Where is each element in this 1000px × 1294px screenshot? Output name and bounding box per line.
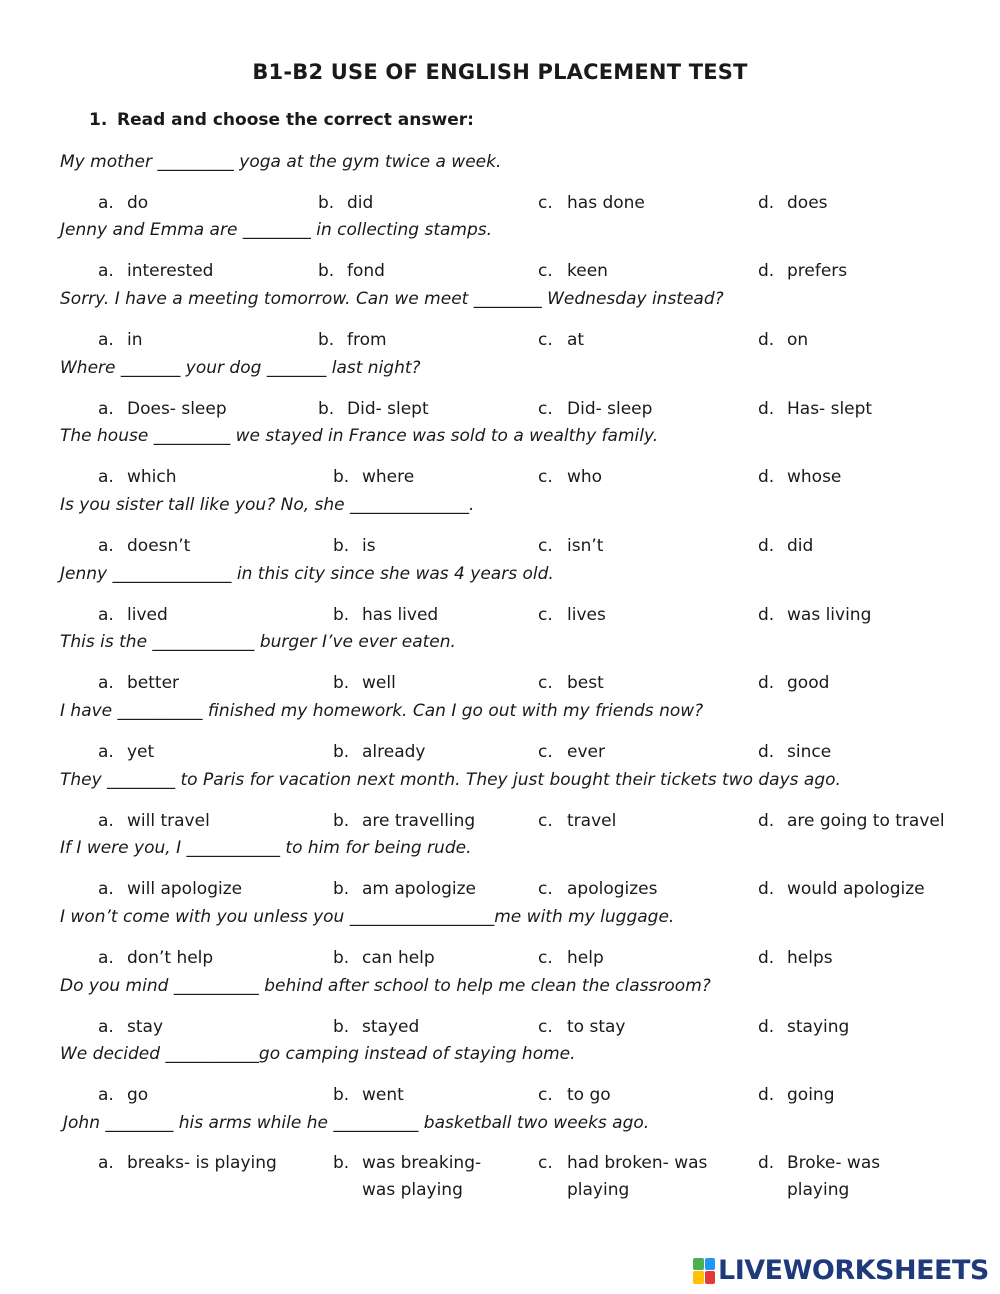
- option-letter: c.: [538, 879, 553, 899]
- option-letter: a.: [98, 879, 114, 899]
- option-letter: c.: [538, 193, 553, 213]
- option-letter: d.: [758, 1153, 775, 1173]
- option-letter: b.: [333, 742, 350, 762]
- option-text: was breaking- was playing: [362, 1153, 482, 1200]
- answer-option-c[interactable]: [538, 742, 605, 762]
- answer-option-a[interactable]: [98, 536, 190, 556]
- answer-option-a[interactable]: [98, 1017, 163, 1037]
- option-text: from: [347, 330, 387, 350]
- option-letter: d.: [758, 1085, 775, 1105]
- answer-option-b[interactable]: [318, 193, 373, 213]
- option-text: Does- sleep: [127, 399, 227, 419]
- answer-option-c[interactable]: [538, 261, 608, 281]
- logo-text: LIVEWORKSHEETS: [718, 1255, 989, 1286]
- page-title: B1-B2 USE OF ENGLISH PLACEMENT TEST: [252, 60, 748, 84]
- option-text: since: [787, 742, 832, 762]
- answer-option-a[interactable]: [98, 193, 148, 213]
- answer-option-d[interactable]: [758, 536, 813, 556]
- option-text: go: [127, 1085, 149, 1105]
- option-text: did: [347, 193, 374, 213]
- option-letter: b.: [333, 879, 350, 899]
- option-text: Did- sleep: [567, 399, 653, 419]
- option-letter: c.: [538, 673, 553, 693]
- option-letter: d.: [758, 330, 775, 350]
- answer-option-d[interactable]: [758, 399, 872, 419]
- answer-option-d[interactable]: [758, 605, 871, 625]
- answer-option-c[interactable]: [538, 467, 602, 487]
- answer-option-b[interactable]: [318, 330, 387, 350]
- question-text: I have __________ finished my homework. Can I go out with my friends now?: [60, 701, 704, 721]
- option-text: in: [127, 330, 143, 350]
- option-letter: c.: [538, 948, 553, 968]
- option-letter: a.: [98, 1085, 114, 1105]
- answer-option-a[interactable]: [98, 811, 210, 831]
- option-text: does: [787, 193, 828, 213]
- answer-option-d[interactable]: [758, 1085, 834, 1105]
- answer-option-d[interactable]: [758, 1017, 849, 1037]
- answer-option-b[interactable]: [333, 879, 476, 899]
- option-text: whose: [787, 467, 842, 487]
- option-letter: b.: [333, 948, 350, 968]
- option-text: yet: [127, 742, 155, 762]
- question-text: Sorry. I have a meeting tomorrow. Can we meet ________ Wednesday instead?: [60, 289, 724, 309]
- option-text: good: [787, 673, 830, 693]
- question-text: My mother _________ yoga at the gym twice a week.: [60, 152, 502, 172]
- option-text: at: [567, 330, 585, 350]
- option-text: staying: [787, 1017, 850, 1037]
- question-text: This is the ____________ burger I’ve ever eaten.: [60, 632, 456, 652]
- answer-option-a[interactable]: [98, 948, 213, 968]
- logo-square-1: [693, 1258, 704, 1271]
- option-letter: a.: [98, 948, 114, 968]
- option-text: Broke- was playing: [787, 1153, 881, 1200]
- answer-option-d[interactable]: [758, 1150, 917, 1204]
- question-text: Is you sister tall like you? No, she ______________.: [60, 495, 475, 515]
- answer-option-b[interactable]: [318, 399, 429, 419]
- option-letter: a.: [98, 536, 114, 556]
- answer-option-d[interactable]: [758, 330, 808, 350]
- option-letter: a.: [98, 193, 114, 213]
- option-text: already: [362, 742, 426, 762]
- answer-option-c[interactable]: [538, 605, 606, 625]
- option-letter: b.: [333, 811, 350, 831]
- option-text: am apologize: [362, 879, 477, 899]
- option-letter: d.: [758, 399, 775, 419]
- instruction-number: 1.: [89, 110, 108, 130]
- option-letter: c.: [538, 811, 553, 831]
- option-letter: d.: [758, 1017, 775, 1037]
- answer-option-d[interactable]: [758, 673, 829, 693]
- question-text: The house _________ we stayed in France was sold to a wealthy family.: [60, 426, 659, 446]
- option-letter: b.: [333, 1153, 350, 1173]
- option-text: will apologize: [127, 879, 243, 899]
- option-text: to stay: [567, 1017, 626, 1037]
- option-letter: a.: [98, 605, 114, 625]
- liveworksheets-logo: [693, 1255, 989, 1286]
- option-text: who: [567, 467, 603, 487]
- answer-option-a[interactable]: [98, 673, 179, 693]
- option-letter: a.: [98, 1017, 114, 1037]
- option-text: stayed: [362, 1017, 420, 1037]
- option-text: lives: [567, 605, 606, 625]
- option-letter: a.: [98, 1153, 114, 1173]
- option-text: on: [787, 330, 809, 350]
- answer-option-d[interactable]: [758, 811, 945, 831]
- answer-option-b[interactable]: [333, 536, 376, 556]
- option-letter: d.: [758, 879, 775, 899]
- question-text: We decided ___________go camping instead of staying home.: [60, 1044, 576, 1064]
- question-text: They ________ to Paris for vacation next month. They just bought their tickets two days ago.: [60, 770, 841, 790]
- option-text: will travel: [127, 811, 210, 831]
- question-text: Where _______ your dog _______ last night?: [60, 358, 421, 378]
- option-text: had broken- was playing: [567, 1153, 708, 1200]
- option-text: are going to travel: [787, 811, 945, 831]
- option-text: fond: [347, 261, 385, 281]
- answer-option-b[interactable]: [333, 742, 425, 762]
- option-text: would apologize: [787, 879, 925, 899]
- option-text: apologizes: [567, 879, 658, 899]
- answer-option-a[interactable]: [98, 467, 177, 487]
- answer-option-b[interactable]: [318, 261, 385, 281]
- option-text: are travelling: [362, 811, 476, 831]
- answer-option-c[interactable]: [538, 948, 604, 968]
- question-text: Jenny ______________ in this city since she was 4 years old.: [60, 564, 554, 584]
- option-letter: a.: [98, 742, 114, 762]
- option-letter: d.: [758, 536, 775, 556]
- option-text: which: [127, 467, 177, 487]
- option-letter: b.: [333, 467, 350, 487]
- answer-option-a[interactable]: [98, 261, 213, 281]
- option-text: doesn’t: [127, 536, 191, 556]
- answer-option-c[interactable]: [538, 673, 604, 693]
- answer-option-d[interactable]: [758, 193, 828, 213]
- option-letter: c.: [538, 330, 553, 350]
- option-letter: d.: [758, 261, 775, 281]
- option-letter: a.: [98, 330, 114, 350]
- option-text: ever: [567, 742, 605, 762]
- answer-option-d[interactable]: [758, 467, 841, 487]
- answer-option-c[interactable]: [538, 811, 616, 831]
- option-letter: c.: [538, 742, 553, 762]
- answer-option-b[interactable]: [333, 811, 475, 831]
- instruction-text: Read and choose the correct answer:: [117, 110, 474, 130]
- option-letter: b.: [318, 330, 335, 350]
- option-text: travel: [567, 811, 617, 831]
- option-text: to go: [567, 1085, 611, 1105]
- answer-option-b[interactable]: [333, 1017, 419, 1037]
- answer-option-a[interactable]: [98, 742, 154, 762]
- answer-option-c[interactable]: [538, 879, 658, 899]
- option-text: better: [127, 673, 180, 693]
- option-letter: d.: [758, 467, 775, 487]
- option-letter: d.: [758, 811, 775, 831]
- answer-option-a[interactable]: [98, 1085, 148, 1105]
- answer-option-b[interactable]: [333, 1150, 512, 1204]
- answer-option-c[interactable]: [538, 1085, 611, 1105]
- option-letter: b.: [318, 261, 335, 281]
- answer-option-d[interactable]: [758, 948, 833, 968]
- question-text: John ________ his arms while he __________ basketball two weeks ago.: [63, 1113, 650, 1133]
- option-letter: c.: [538, 605, 553, 625]
- answer-option-c[interactable]: [538, 536, 603, 556]
- logo-square-3: [693, 1271, 704, 1284]
- answer-option-b[interactable]: [333, 467, 414, 487]
- option-letter: b.: [333, 1085, 350, 1105]
- option-letter: b.: [318, 193, 335, 213]
- option-text: well: [362, 673, 396, 693]
- question-text: Jenny and Emma are ________ in collecting stamps.: [60, 220, 493, 240]
- option-text: is: [362, 536, 376, 556]
- answer-option-c[interactable]: [538, 330, 584, 350]
- question-text: I won’t come with you unless you _________________me with my luggage.: [60, 907, 675, 927]
- answer-option-c[interactable]: [538, 193, 645, 213]
- answer-option-a[interactable]: [98, 330, 143, 350]
- option-text: has done: [567, 193, 645, 213]
- option-letter: d.: [758, 673, 775, 693]
- question-text: Do you mind __________ behind after school to help me clean the classroom?: [60, 976, 711, 996]
- option-text: went: [362, 1085, 404, 1105]
- option-text: don’t help: [127, 948, 214, 968]
- option-letter: a.: [98, 673, 114, 693]
- option-text: interested: [127, 261, 214, 281]
- option-text: stay: [127, 1017, 164, 1037]
- option-letter: c.: [538, 1017, 553, 1037]
- logo-icon: [693, 1258, 715, 1284]
- answer-option-b[interactable]: [333, 1085, 404, 1105]
- answer-option-a[interactable]: [98, 879, 242, 899]
- option-letter: c.: [538, 261, 553, 281]
- answer-option-b[interactable]: [333, 673, 396, 693]
- instruction: [89, 110, 474, 130]
- answer-option-c[interactable]: [538, 399, 652, 419]
- option-text: going: [787, 1085, 835, 1105]
- option-letter: a.: [98, 467, 114, 487]
- option-letter: b.: [318, 399, 335, 419]
- answer-option-b[interactable]: [333, 948, 435, 968]
- option-letter: d.: [758, 948, 775, 968]
- answer-option-c[interactable]: [538, 1150, 717, 1204]
- answer-option-a[interactable]: [98, 1150, 277, 1177]
- answer-option-a[interactable]: [98, 605, 168, 625]
- option-letter: c.: [538, 536, 553, 556]
- option-text: best: [567, 673, 604, 693]
- option-text: did: [787, 536, 814, 556]
- option-letter: c.: [538, 399, 553, 419]
- option-letter: b.: [333, 673, 350, 693]
- option-text: helps: [787, 948, 833, 968]
- option-letter: d.: [758, 742, 775, 762]
- answer-option-d[interactable]: [758, 879, 925, 899]
- option-text: Has- slept: [787, 399, 873, 419]
- answer-option-d[interactable]: [758, 261, 847, 281]
- answer-option-a[interactable]: [98, 399, 227, 419]
- option-text: lived: [127, 605, 168, 625]
- answer-option-b[interactable]: [333, 605, 438, 625]
- answer-option-c[interactable]: [538, 1017, 625, 1037]
- option-letter: b.: [333, 605, 350, 625]
- logo-square-2: [705, 1258, 716, 1271]
- answer-option-d[interactable]: [758, 742, 831, 762]
- option-text: keen: [567, 261, 608, 281]
- option-text: breaks- is playing: [127, 1153, 277, 1173]
- option-text: has lived: [362, 605, 439, 625]
- option-text: Did- slept: [347, 399, 429, 419]
- option-text: where: [362, 467, 415, 487]
- option-letter: d.: [758, 605, 775, 625]
- option-letter: a.: [98, 399, 114, 419]
- option-letter: d.: [758, 193, 775, 213]
- option-text: isn’t: [567, 536, 604, 556]
- option-letter: a.: [98, 261, 114, 281]
- option-text: prefers: [787, 261, 848, 281]
- question-text: If I were you, I ___________ to him for being rude.: [60, 838, 472, 858]
- option-letter: b.: [333, 1017, 350, 1037]
- option-letter: c.: [538, 1085, 553, 1105]
- option-letter: b.: [333, 536, 350, 556]
- logo-square-4: [705, 1271, 716, 1284]
- option-text: can help: [362, 948, 435, 968]
- option-letter: a.: [98, 811, 114, 831]
- option-letter: c.: [538, 467, 553, 487]
- option-text: help: [567, 948, 604, 968]
- option-text: was living: [787, 605, 872, 625]
- option-letter: c.: [538, 1153, 553, 1173]
- option-text: do: [127, 193, 149, 213]
